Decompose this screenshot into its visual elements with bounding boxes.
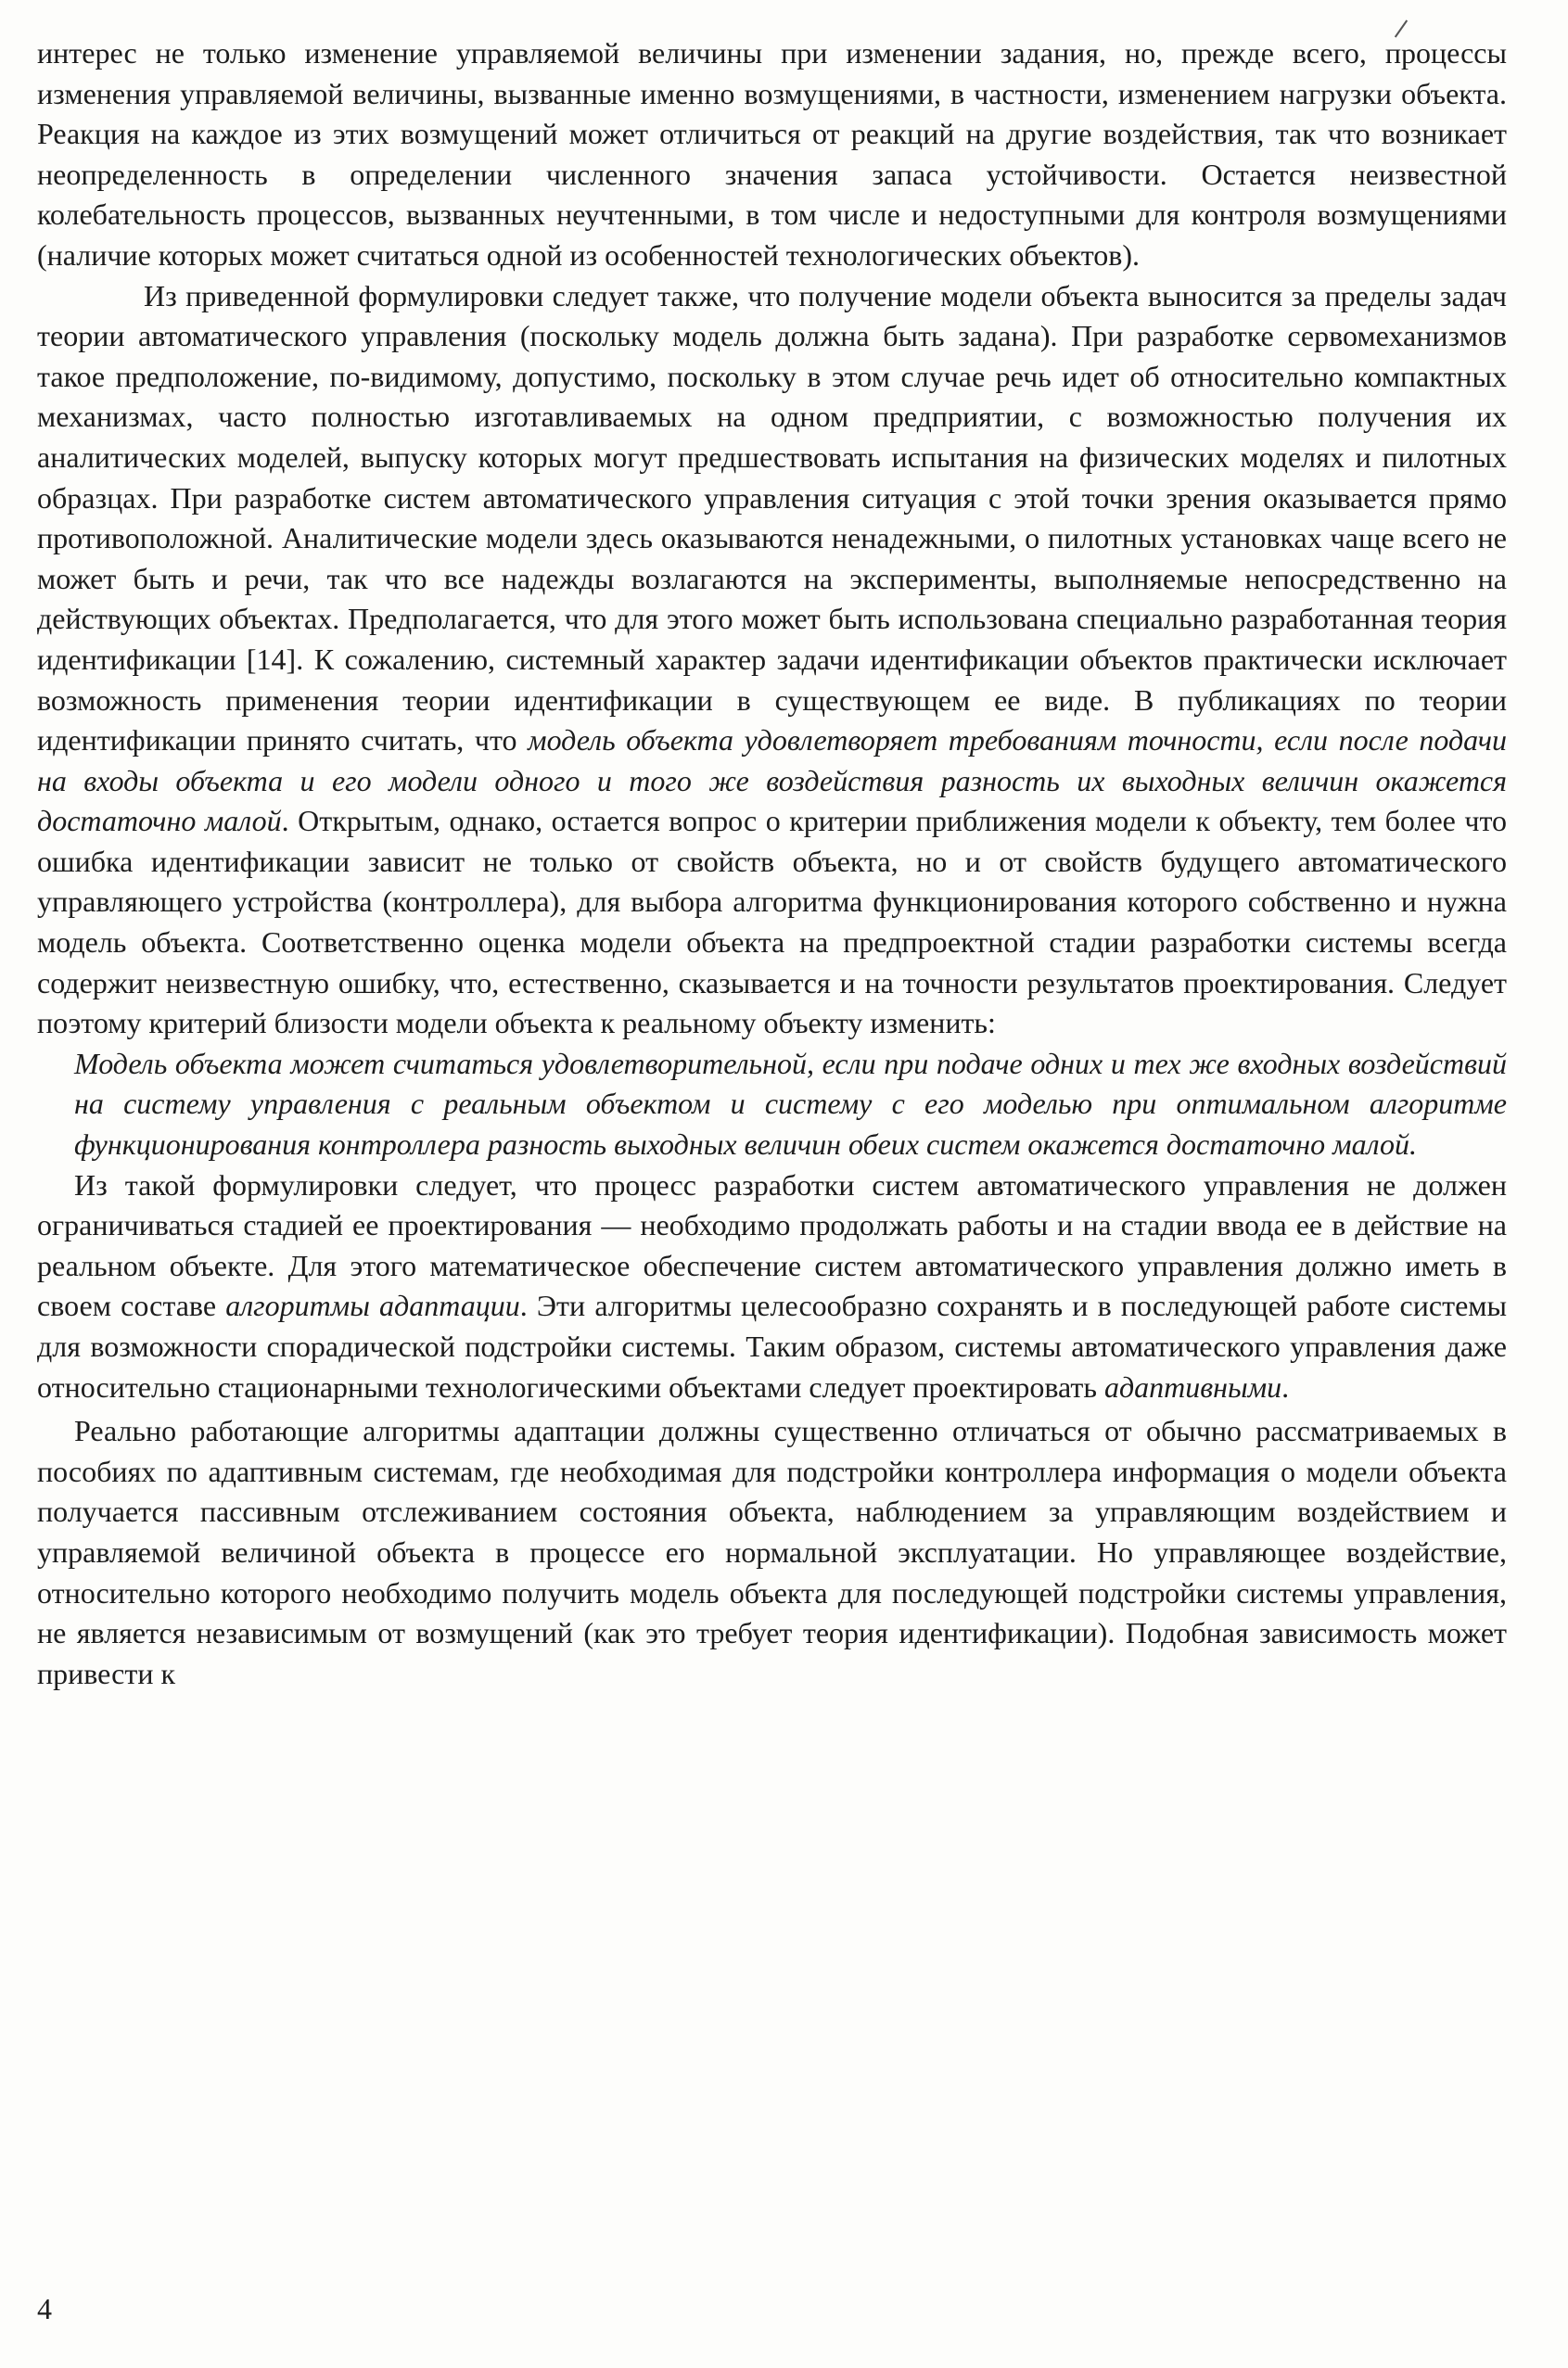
italic-run: модель объекта удовлетворяет требованиям точности, если после подачи на входы объекта и его модели одного и того же воздействия разность их выходных величин окажется достаточно малой	[37, 723, 1508, 838]
text-run: . Эти алгоритмы целесообразно сохранять и в последующей работе системы для возможности спорадической подстройки системы. Таким образом, системы автоматического управления даже относительно стационарными технологическими объектами следует проектировать	[37, 1289, 1508, 1404]
page-number: 4	[37, 2292, 52, 2325]
text-run: Из такой формулировки следует, что процесс разработки систем автоматического управления не должен ограничиваться стадией ее проектирования — необходимо продолжать работы и на стадии ввода ее в действие на реальном объекте. Для этого математическое обеспечение систем автоматического управления должно иметь в своем составе	[37, 1167, 1507, 1323]
text-run: . Открытым, однако, остается вопрос о критерии приближения модели к объекту, тем более что ошибка идентификации зависит не только от свойств объекта, но и от свойств будущего автоматического управляющего устройства (контроллера), для выбора алгоритма функционирования которого собственно и нужна модель объекта. Соответственно оценка модели объекта на предпроектной стадии разработки системы всегда содержит неизвестную ошибку, что, естественно, сказывается и на точности результатов проектирования. Следует поэтому критерий близости модели объекта к реальному объекту изменить:	[37, 804, 1508, 1040]
text-run: Реально работающие алгоритмы адаптации должны существенно отличаться от обычно рассматриваемых в пособиях по адаптивным системам, где необходимая для подстройки контроллера информация о модели объекта получается пассивным отслеживанием состояния объекта, наблюдением за управляющим воздействием и управляемой величиной объекта в процессе его нормальной эксплуатации. Но управляющее воздействие, относительно которого необходимо получить модель объекта для последующей подстройки системы управления, не является независимым от возмущений (как это требует теория идентификации). Подобная зависимость может привести к	[37, 1414, 1507, 1690]
italic-run: Модель объекта может считаться удовлетворительной, если при подаче одних и тех же входных воздействий на систему управления с реальным объектом и систему с его моделью при оптимальном алгоритме функционирования контроллера разность выходных величин обеих систем окажется достаточно малой.	[74, 1046, 1507, 1162]
paragraph-model-identification	[37, 276, 1507, 1044]
body-text	[37, 33, 1507, 1694]
paragraph-real-algorithms	[37, 1411, 1507, 1694]
paragraph-adaptation	[37, 1165, 1507, 1408]
text-run: .	[1281, 1369, 1290, 1404]
text-run: Из приведенной формулировки следует также, что получение модели объекта выносится за пределы задач теории автоматического управления (поскольку модель должна быть задана). При разработке сервомеханизмов такое предположение, по-видимому, допустимо, поскольку в этом случае речь идет об относительно компактных механизмах, часто полностью изготавливаемых на одном предприятии, с возможностью получения их аналитических моделей, выпуску которых могут предшествовать испытания на физических моделях и пилотных образцах. При разработке систем автоматического управления ситуация с этой точки зрения оказывается прямо противоположной. Аналитические модели здесь оказываются ненадежными, о пилотных установках чаще всего не может быть и речи, так что все надежды возлагаются на эксперименты, выполняемые непосредственно на действующих объектах. Предполагается, что для этого может быть использована специально разработанная теория идентификации [14]. К сожалению, системный характер задачи идентификации объектов практически исключает возможность применения теории идентификации в существующем ее виде. В публикациях по теории идентификации принято считать, что	[37, 278, 1507, 758]
criterion-quote	[37, 1044, 1507, 1165]
paragraph-continuation	[37, 33, 1507, 276]
text-run: интерес не только изменение управляемой величины при изменении задания, но, прежде всего, процессы изменения управляемой величины, вызванные именно возмущениями, в частности, изменением нагрузки объекта. Реакция на каждое из этих возмущений может отличиться от реакций на другие воздействия, так что возникает неопределенность в определении численного значения запаса устойчивости. Остается неизвестной колебательность процессов, вызванных неучтенными, в том числе и недоступными для контроля возмущениями (наличие которых может считаться одной из особенностей технологических объектов).	[37, 36, 1507, 272]
italic-run: адаптивными	[1103, 1369, 1282, 1404]
italic-run: алгоритмы адаптации	[225, 1289, 520, 1323]
